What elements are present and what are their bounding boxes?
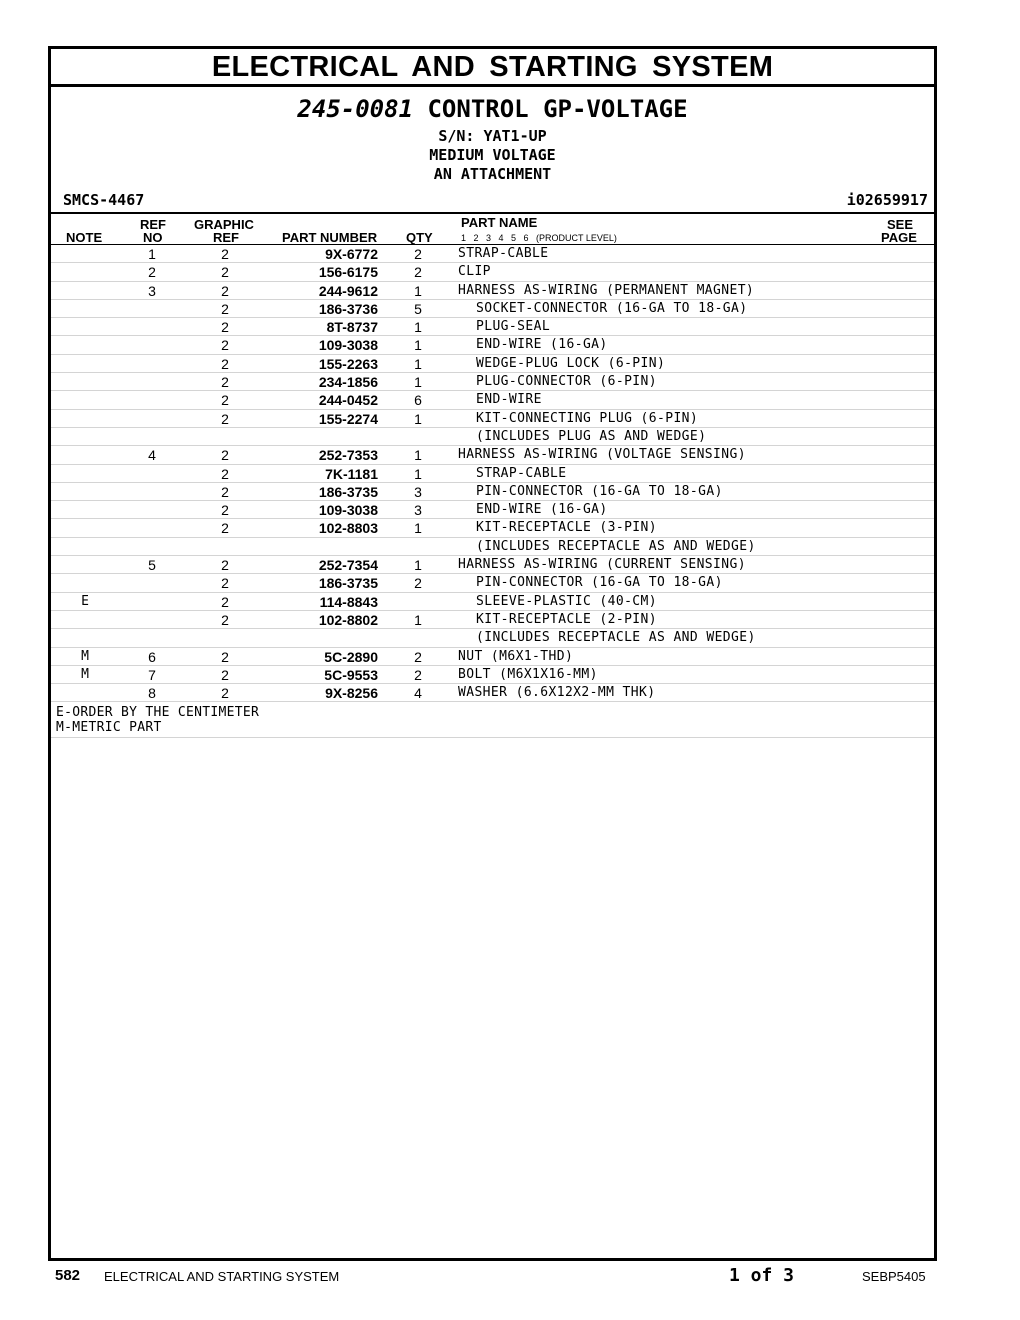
ref-no-cell: 8: [148, 685, 156, 702]
group-title: [51, 95, 934, 123]
qty-cell: 1: [414, 447, 422, 464]
header-graphic-bottom: REF: [213, 230, 239, 245]
table-row: [51, 410, 934, 428]
graphic-ref-cell: 2: [221, 337, 229, 354]
table-row: [51, 684, 934, 702]
group-header: [51, 87, 934, 212]
graphic-ref-cell: 2: [221, 355, 229, 372]
qty-cell: 2: [414, 264, 422, 281]
table-row: [51, 446, 934, 464]
graphic-ref-cell: 2: [221, 392, 229, 409]
table-row: [51, 648, 934, 666]
table-row: [51, 391, 934, 409]
graphic-ref-cell: 2: [221, 575, 229, 592]
qty-cell: 1: [414, 337, 422, 354]
graphic-ref-cell: 2: [221, 282, 229, 299]
part-number-cell: 114-8843: [319, 593, 378, 610]
table-header: [51, 214, 934, 245]
part-number-cell: 155-2274: [318, 410, 378, 427]
ref-no-cell: 5: [148, 557, 156, 574]
qty-cell: 1: [414, 557, 422, 574]
serial-number: S/N: YAT1-UP: [438, 127, 547, 145]
part-name-cell: SOCKET-CONNECTOR (16-GA TO 18-GA): [476, 300, 748, 316]
table-row: [51, 556, 934, 574]
qty-cell: 4: [414, 685, 422, 702]
footnotes: [51, 702, 934, 738]
part-number-cell: 5C-2890: [324, 648, 378, 665]
qty-cell: 1: [414, 410, 422, 427]
graphic-ref-cell: 2: [221, 300, 229, 317]
part-name-cell: KIT-RECEPTACLE (3-PIN): [476, 520, 657, 536]
table-row: [51, 501, 934, 519]
qty-cell: 3: [414, 502, 422, 519]
part-number-cell: 9X-8256: [325, 685, 378, 702]
header-product-level: 1 2 3 4 5 6 (PRODUCT LEVEL): [461, 233, 617, 243]
graphic-ref-cell: 2: [221, 611, 229, 628]
graphic-ref-cell: 2: [221, 264, 229, 281]
header-note: NOTE: [66, 230, 103, 245]
part-name-cell: WASHER (6.6X12X2-MM THK): [458, 685, 656, 701]
part-number-cell: 252-7353: [318, 447, 378, 464]
part-name-cell: PIN-CONNECTOR (16-GA TO 18-GA): [476, 483, 723, 499]
qty-cell: 2: [414, 575, 422, 592]
qty-cell: 1: [414, 520, 422, 537]
ref-no-cell: 6: [148, 648, 156, 665]
ref-no-cell: 2: [148, 264, 156, 281]
part-number-cell: 186-3735: [318, 483, 378, 500]
graphic-ref-cell: 2: [221, 447, 229, 464]
table-row: [51, 428, 934, 446]
qty-cell: 1: [414, 374, 422, 391]
part-name-cell: KIT-CONNECTING PLUG (6-PIN): [476, 410, 699, 426]
qty-cell: 3: [414, 483, 422, 500]
qty-cell: 2: [414, 666, 422, 683]
part-number-cell: 5C-9553: [324, 666, 378, 683]
table-row: [51, 282, 934, 300]
group-name: CONTROL GP-VOLTAGE: [427, 95, 688, 123]
part-name-cell: HARNESS AS-WIRING (PERMANENT MAGNET): [458, 282, 755, 298]
table-row: [51, 245, 934, 263]
qty-cell: 2: [414, 246, 422, 262]
table-row: [51, 629, 934, 647]
table-row: [51, 300, 934, 318]
part-number-cell: 186-3736: [318, 300, 378, 317]
ref-no-cell: 1: [148, 246, 156, 262]
table-body: [51, 245, 934, 702]
graphic-ref-cell: 2: [221, 410, 229, 427]
parts-table: [51, 212, 934, 738]
qty-cell: 1: [414, 282, 422, 299]
table-row: [51, 465, 934, 483]
footer-page-of: 1 of 3: [729, 1265, 795, 1286]
part-name-cell: STRAP-CABLE: [458, 246, 549, 261]
header-part-number: PART NUMBER: [282, 230, 378, 245]
part-name-cell: NUT (M6X1-THD): [458, 648, 574, 664]
header-ref-top: REF: [140, 217, 166, 232]
graphic-ref-cell: 2: [221, 557, 229, 574]
part-name-cell: END-WIRE (16-GA): [476, 502, 608, 518]
illustration-id: i02659917: [846, 191, 928, 209]
part-number-cell: 244-9612: [318, 282, 378, 299]
part-name-cell: (INCLUDES RECEPTACLE AS AND WEDGE): [476, 630, 756, 646]
group-description-1: MEDIUM VOLTAGE: [429, 146, 556, 164]
qty-cell: 1: [414, 355, 422, 372]
part-number-cell: 109-3038: [318, 337, 378, 354]
table-row: [51, 538, 934, 556]
part-name-cell: WEDGE-PLUG LOCK (6-PIN): [476, 355, 666, 371]
graphic-ref-cell: 2: [221, 685, 229, 702]
part-name-cell: KIT-RECEPTACLE (2-PIN): [476, 611, 657, 627]
graphic-ref-cell: 2: [221, 520, 229, 537]
note-cell: M: [81, 666, 89, 682]
part-number-cell: 244-0452: [318, 392, 378, 409]
table-row: [51, 574, 934, 592]
part-number-cell: 9X-6772: [325, 246, 378, 262]
part-name-cell: PLUG-SEAL: [476, 319, 551, 335]
part-number-cell: 7K-1181: [325, 465, 378, 482]
table-row: [51, 519, 934, 537]
header-graphic-top: GRAPHIC: [194, 217, 254, 232]
graphic-ref-cell: 2: [221, 374, 229, 391]
qty-cell: 1: [414, 319, 422, 336]
header-see-top: SEE: [887, 217, 914, 232]
part-number-cell: 102-8802: [318, 611, 378, 628]
footer-page-number: 582: [55, 1267, 81, 1284]
footer-publication: SEBP5405: [862, 1269, 926, 1284]
header-part-name: PART NAME: [461, 215, 538, 230]
part-number-cell: 8T-8737: [326, 319, 378, 336]
graphic-ref-cell: 2: [221, 648, 229, 665]
note-cell: M: [81, 648, 89, 664]
graphic-ref-cell: 2: [221, 465, 229, 482]
table-row: [51, 355, 934, 373]
table-row: [51, 263, 934, 281]
part-name-cell: BOLT (M6X1X16-MM): [458, 666, 598, 682]
table-row: [51, 318, 934, 336]
table-row: [51, 611, 934, 629]
footnote-m: M-METRIC PART: [56, 720, 162, 736]
part-name-cell: SLEEVE-PLASTIC (40-CM): [476, 593, 657, 609]
table-row: [51, 483, 934, 501]
table-row: [51, 336, 934, 354]
graphic-ref-cell: 2: [221, 483, 229, 500]
part-name-cell: HARNESS AS-WIRING (CURRENT SENSING): [458, 557, 746, 573]
part-number-cell: 186-3735: [318, 575, 378, 592]
part-number-cell: 234-1856: [318, 374, 378, 391]
graphic-ref-cell: 2: [221, 666, 229, 683]
header-ref-bottom: NO: [143, 230, 163, 245]
group-description-2: AN ATTACHMENT: [433, 165, 552, 183]
note-cell: E: [81, 593, 89, 609]
qty-cell: 1: [414, 611, 422, 628]
table-row: [51, 666, 934, 684]
header-qty: QTY: [406, 230, 433, 245]
part-name-cell: END-WIRE (16-GA): [476, 337, 608, 353]
part-name-cell: END-WIRE: [476, 392, 542, 408]
ref-no-cell: 4: [148, 447, 156, 464]
group-number: 245-0081: [297, 95, 414, 123]
part-name-cell: HARNESS AS-WIRING (VOLTAGE SENSING): [458, 447, 746, 463]
qty-cell: 5: [414, 300, 422, 317]
footnote-e: E-ORDER BY THE CENTIMETER: [56, 705, 260, 721]
part-name-cell: PIN-CONNECTOR (16-GA TO 18-GA): [476, 575, 723, 591]
qty-cell: 2: [414, 648, 422, 665]
part-name-cell: PLUG-CONNECTOR (6-PIN): [476, 374, 657, 390]
part-number-cell: 156-6175: [318, 264, 378, 281]
part-name-cell: (INCLUDES PLUG AS AND WEDGE): [476, 428, 707, 444]
table-row: [51, 373, 934, 391]
page-frame: [48, 46, 937, 1261]
graphic-ref-cell: 2: [221, 319, 229, 336]
ref-no-cell: 3: [148, 282, 156, 299]
header-see-bottom: PAGE: [881, 230, 917, 245]
part-number-cell: 109-3038: [318, 502, 378, 519]
ref-no-cell: 7: [148, 666, 156, 683]
section-title: ELECTRICAL AND STARTING SYSTEM: [51, 49, 934, 87]
part-name-cell: STRAP-CABLE: [476, 465, 567, 481]
smcs-code: SMCS-4467: [63, 191, 145, 209]
graphic-ref-cell: 2: [221, 502, 229, 519]
graphic-ref-cell: 2: [221, 246, 229, 262]
part-name-cell: CLIP: [458, 264, 491, 280]
part-number-cell: 155-2263: [318, 355, 378, 372]
page-footer: [0, 1265, 1020, 1289]
graphic-ref-cell: 2: [221, 593, 229, 610]
table-row: [51, 593, 934, 611]
part-number-cell: 252-7354: [318, 557, 378, 574]
part-number-cell: 102-8803: [318, 520, 378, 537]
footer-section: ELECTRICAL AND STARTING SYSTEM: [104, 1269, 340, 1284]
part-name-cell: (INCLUDES RECEPTACLE AS AND WEDGE): [476, 538, 756, 554]
qty-cell: 6: [414, 392, 422, 409]
qty-cell: 1: [414, 465, 422, 482]
